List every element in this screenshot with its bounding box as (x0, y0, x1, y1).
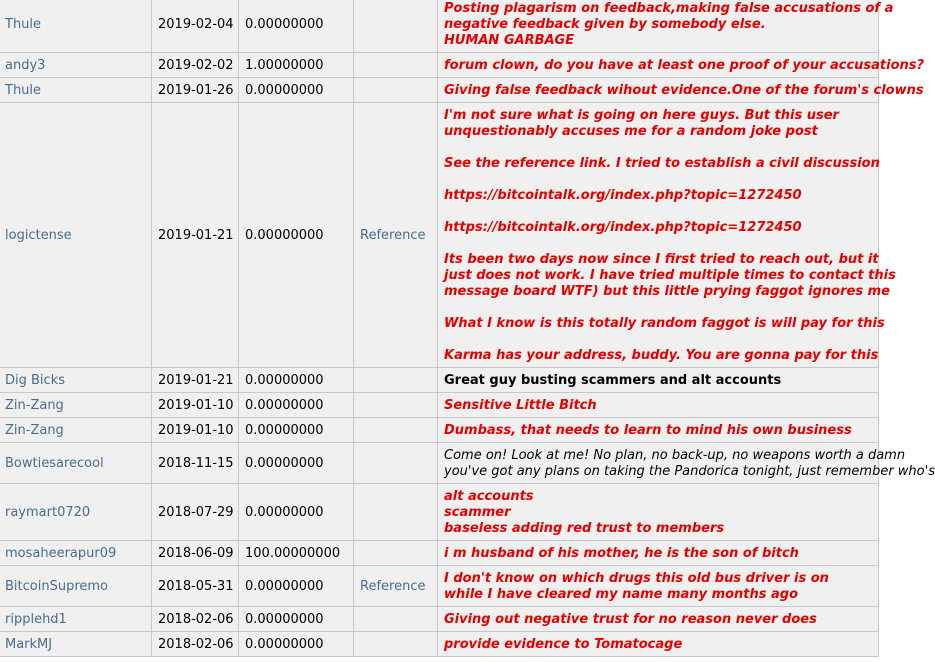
comment-spacer (444, 172, 873, 188)
risked-btc-cell: 0.00000000 (239, 0, 354, 53)
comment-line: https://bitcointalk.org/index.php?topic=1272450 (444, 220, 802, 235)
reference-cell (354, 53, 438, 78)
feedback-row (0, 566, 879, 607)
reference-cell (354, 484, 438, 541)
user-cell (0, 541, 152, 566)
comment-line: I don't know on which drugs this old bus driver is on (444, 571, 829, 586)
comment-line: Posting plagarism on feedback,making false accusations of a (444, 1, 894, 16)
comment-cell (438, 541, 879, 566)
date-cell: 2019-02-02 (152, 53, 239, 78)
feedback-row (0, 484, 879, 541)
reference-cell (354, 0, 438, 53)
user-link[interactable]: MarkMJ (5, 637, 53, 652)
date-cell: 2019-01-21 (152, 103, 239, 368)
risked-btc-cell: 0.00000000 (239, 393, 354, 418)
user-cell (0, 368, 152, 393)
comment-line: Giving out negative trust for no reason never does (444, 612, 817, 627)
reference-cell (354, 607, 438, 632)
user-cell (0, 566, 152, 607)
user-cell (0, 484, 152, 541)
risked-btc-cell: 0.00000000 (239, 632, 354, 657)
feedback-row (0, 607, 879, 632)
user-link[interactable]: Zin-Zang (5, 423, 64, 438)
date-cell: 2019-01-10 (152, 393, 239, 418)
risked-btc-cell: 0.00000000 (239, 607, 354, 632)
risked-btc-cell: 0.00000000 (239, 443, 354, 484)
user-link[interactable]: Thule (5, 17, 42, 32)
feedback-row (0, 418, 879, 443)
user-cell (0, 103, 152, 368)
date-cell: 2019-01-21 (152, 368, 239, 393)
comment-cell (438, 393, 879, 418)
date-cell: 2018-11-15 (152, 443, 239, 484)
user-link[interactable]: Zin-Zang (5, 398, 64, 413)
user-link[interactable]: Thule (5, 83, 42, 98)
reference-cell (354, 78, 438, 103)
user-link[interactable]: logictense (5, 228, 72, 243)
user-cell (0, 0, 152, 53)
comment-cell (438, 103, 896, 368)
comment-spacer (444, 332, 873, 348)
feedback-row (0, 393, 879, 418)
comment-cell (438, 607, 879, 632)
comment-line: https://bitcointalk.org/index.php?topic=1272450 (444, 188, 802, 203)
comment-cell (438, 418, 879, 443)
date-cell: 2018-02-06 (152, 607, 239, 632)
user-link[interactable]: andy3 (5, 58, 46, 73)
comment-line: Giving false feedback wihout evidence.One of the forum's clowns (444, 83, 924, 98)
risked-btc-cell: 1.00000000 (239, 53, 354, 78)
risked-btc-cell: 0.00000000 (239, 418, 354, 443)
reference-cell (354, 632, 438, 657)
reference-cell (354, 103, 438, 368)
comment-line: Karma has your address, buddy. You are gonna pay for this (444, 348, 879, 363)
comment-line: while I have cleared my name many months ago (444, 587, 799, 602)
comment-line: Its been two days now since I first tried to reach out, but it (444, 252, 879, 267)
comment-spacer (444, 236, 873, 252)
comment-line: baseless adding red trust to members (444, 521, 725, 536)
comment-cell (438, 0, 894, 53)
comment-spacer (444, 300, 873, 316)
feedback-row (0, 443, 879, 484)
user-link[interactable]: mosaheerapur09 (5, 546, 117, 561)
comment-line: HUMAN GARBAGE (444, 33, 575, 48)
comment-cell (438, 484, 879, 541)
date-cell: 2019-01-26 (152, 78, 239, 103)
feedback-row (0, 103, 879, 368)
comment-line: message board WTF) but this little prying faggot ignores me (444, 284, 890, 299)
date-cell: 2018-06-09 (152, 541, 239, 566)
comment-spacer (444, 204, 873, 220)
comment-line: Dumbass, that needs to learn to mind his own business (444, 423, 852, 438)
comment-cell (438, 368, 879, 393)
date-cell: 2018-05-31 (152, 566, 239, 607)
feedback-row (0, 541, 879, 566)
reference-cell (354, 418, 438, 443)
reference-cell (354, 368, 438, 393)
date-cell: 2018-07-29 (152, 484, 239, 541)
user-link[interactable]: raymart0720 (5, 505, 91, 520)
feedback-row (0, 78, 879, 103)
comment-line: alt accounts (444, 489, 534, 504)
comment-line: See the reference link. I tried to establish a civil discussion (444, 156, 880, 171)
reference-link[interactable]: Reference (360, 228, 426, 243)
date-cell: 2018-02-06 (152, 632, 239, 657)
user-cell (0, 78, 152, 103)
user-cell (0, 632, 152, 657)
feedback-row (0, 632, 879, 657)
reference-cell (354, 443, 438, 484)
risked-btc-cell: 0.00000000 (239, 78, 354, 103)
comment-line: provide evidence to Tomatocage (444, 637, 683, 652)
feedback-row (0, 368, 879, 393)
reference-link[interactable]: Reference (360, 579, 426, 594)
comment-line: just does not work. I have tried multiple times to contact this (444, 268, 896, 283)
comment-spacer (444, 140, 873, 156)
comment-cell (438, 53, 925, 78)
user-cell (0, 53, 152, 78)
comment-line: Great guy busting scammers and alt accounts (444, 373, 782, 388)
date-cell: 2019-02-04 (152, 0, 239, 53)
user-cell (0, 393, 152, 418)
feedback-row (0, 0, 879, 53)
comment-line: i m husband of his mother, he is the son of bitch (444, 546, 799, 561)
risked-btc-cell: 100.00000000 (239, 541, 354, 566)
user-link[interactable]: BitcoinSupremo (5, 579, 108, 594)
comment-line: scammer (444, 505, 511, 520)
comment-line: Come on! Look at me! No plan, no back-up, no weapons worth a damn (444, 448, 906, 463)
comment-line: Sensitive Little Bitch (444, 398, 597, 413)
reference-cell (354, 566, 438, 607)
risked-btc-cell: 0.00000000 (239, 566, 354, 607)
comment-line: unquestionably accuses me for a random joke post (444, 124, 818, 139)
risked-btc-cell: 0.00000000 (239, 368, 354, 393)
comment-cell (438, 632, 879, 657)
feedback-row (0, 53, 879, 78)
comment-cell (438, 566, 879, 607)
user-link[interactable]: Bowtiesarecool (5, 456, 104, 471)
reference-cell (354, 541, 438, 566)
comment-cell (438, 443, 935, 484)
comment-cell (438, 78, 924, 103)
user-link[interactable]: Dig Bicks (5, 373, 65, 388)
user-cell (0, 418, 152, 443)
user-link[interactable]: ripplehd1 (5, 612, 67, 627)
user-cell (0, 443, 152, 484)
comment-line: I'm not sure what is going on here guys. But this user (444, 108, 839, 123)
reference-cell (354, 393, 438, 418)
comment-line: forum clown, do you have at least one proof of your accusations? (444, 58, 925, 73)
comment-line: you've got any plans on taking the Pandorica tonight, just remember who's (444, 464, 935, 479)
comment-line: negative feedback given by somebody else. (444, 17, 766, 32)
risked-btc-cell: 0.00000000 (239, 484, 354, 541)
user-cell (0, 607, 152, 632)
comment-line: What I know is this totally random faggot is will pay for this (444, 316, 885, 331)
risked-btc-cell: 0.00000000 (239, 103, 354, 368)
date-cell: 2019-01-10 (152, 418, 239, 443)
